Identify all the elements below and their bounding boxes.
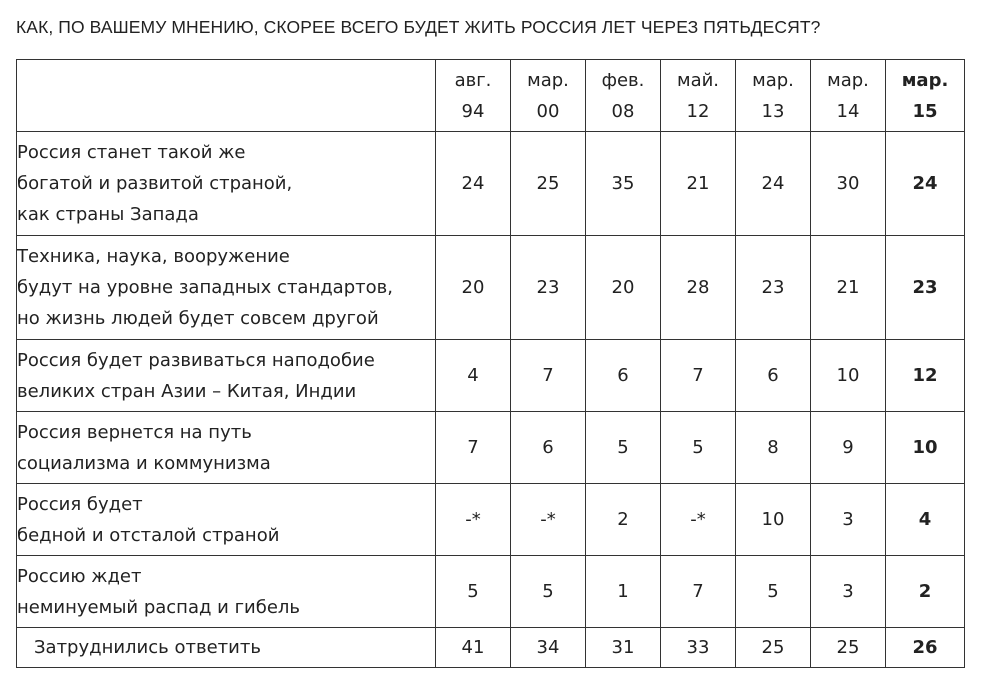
value-cell: 24 xyxy=(436,132,511,236)
column-header-year: 14 xyxy=(836,100,860,122)
row-label-line: Россию ждет xyxy=(17,565,142,587)
row-label xyxy=(17,340,436,412)
row-label-line: Россия станет такой же xyxy=(17,142,246,163)
column-header xyxy=(436,60,511,132)
column-header xyxy=(886,60,965,132)
column-header-year: 12 xyxy=(686,100,710,122)
value-cell: 23 xyxy=(736,236,811,340)
value-cell: 7 xyxy=(661,556,736,628)
row-label-line: богатой и развитой страной, xyxy=(17,173,293,194)
value-cell: 35 xyxy=(586,132,661,236)
table-row xyxy=(17,236,965,340)
row-label-line: будут на уровне западных стандартов, xyxy=(17,277,393,298)
row-label-line: Техника, наука, вооружение xyxy=(17,246,290,267)
value-cell: 2 xyxy=(886,556,965,628)
row-label xyxy=(17,628,436,668)
column-header xyxy=(586,60,661,132)
column-header xyxy=(736,60,811,132)
column-header-month: фев. xyxy=(601,69,645,91)
row-label-line: Россия будет развиваться наподобие xyxy=(17,349,375,371)
value-cell: 28 xyxy=(661,236,736,340)
column-header-year: 15 xyxy=(912,100,938,122)
table-row xyxy=(17,132,965,236)
table-row xyxy=(17,412,965,484)
value-cell: 10 xyxy=(886,412,965,484)
value-cell: 24 xyxy=(736,132,811,236)
row-label xyxy=(17,484,436,556)
column-header-year: 08 xyxy=(611,100,635,122)
column-header-month: май. xyxy=(676,69,720,91)
value-cell: 21 xyxy=(661,132,736,236)
value-cell: 5 xyxy=(661,412,736,484)
value-cell: 4 xyxy=(436,340,511,412)
row-label-line: как страны Запада xyxy=(17,204,199,225)
value-cell: 25 xyxy=(736,628,811,668)
value-cell: 4 xyxy=(886,484,965,556)
value-cell: -* xyxy=(511,484,586,556)
row-label-line: социализма и коммунизма xyxy=(17,452,271,474)
row-label xyxy=(17,132,436,236)
value-cell: 9 xyxy=(811,412,886,484)
row-label-line: но жизнь людей будет совсем другой xyxy=(17,308,379,329)
row-label-line: Россия вернется на путь xyxy=(17,421,252,443)
column-header-month: мар. xyxy=(527,69,569,91)
column-header xyxy=(661,60,736,132)
value-cell: 23 xyxy=(886,236,965,340)
value-cell: 8 xyxy=(736,412,811,484)
value-cell: 23 xyxy=(511,236,586,340)
value-cell: 6 xyxy=(736,340,811,412)
value-cell: 25 xyxy=(511,132,586,236)
table-row xyxy=(17,628,965,668)
value-cell: 10 xyxy=(811,340,886,412)
value-cell: 7 xyxy=(661,340,736,412)
value-cell: -* xyxy=(661,484,736,556)
table-row xyxy=(17,484,965,556)
column-header-year: 94 xyxy=(461,100,485,122)
row-label-line: Россия будет xyxy=(17,493,143,515)
column-header-month: мар. xyxy=(901,69,949,91)
row-label-line: великих стран Азии – Китая, Индии xyxy=(17,380,357,402)
column-header-month: авг. xyxy=(454,69,492,91)
row-label-line: бедной и отсталой страной xyxy=(17,524,280,546)
column-header xyxy=(511,60,586,132)
value-cell: 31 xyxy=(586,628,661,668)
value-cell: 5 xyxy=(436,556,511,628)
value-cell: 12 xyxy=(886,340,965,412)
column-header-year: 13 xyxy=(761,100,785,122)
table-row xyxy=(17,340,965,412)
table-body xyxy=(17,132,965,668)
value-cell: -* xyxy=(436,484,511,556)
table-header-row xyxy=(17,60,965,132)
value-cell: 20 xyxy=(586,236,661,340)
column-header-year: 00 xyxy=(536,100,560,122)
value-cell: 7 xyxy=(511,340,586,412)
value-cell: 26 xyxy=(886,628,965,668)
value-cell: 5 xyxy=(736,556,811,628)
value-cell: 6 xyxy=(511,412,586,484)
value-cell: 6 xyxy=(586,340,661,412)
value-cell: 10 xyxy=(736,484,811,556)
column-header-month: мар. xyxy=(752,69,794,91)
row-label xyxy=(17,412,436,484)
row-label-line: Затруднились ответить xyxy=(34,637,261,658)
value-cell: 5 xyxy=(511,556,586,628)
value-cell: 30 xyxy=(811,132,886,236)
row-label xyxy=(17,236,436,340)
value-cell: 3 xyxy=(811,556,886,628)
header-corner-cell xyxy=(17,60,436,132)
value-cell: 7 xyxy=(436,412,511,484)
value-cell: 33 xyxy=(661,628,736,668)
page-title: КАК, ПО ВАШЕМУ МНЕНИЮ, СКОРЕЕ ВСЕГО БУДЕТ ЖИТЬ РОССИЯ ЛЕТ ЧЕРЕЗ ПЯТЬДЕСЯТ? xyxy=(16,17,821,37)
value-cell: 24 xyxy=(886,132,965,236)
value-cell: 41 xyxy=(436,628,511,668)
value-cell: 21 xyxy=(811,236,886,340)
value-cell: 3 xyxy=(811,484,886,556)
column-header-month: мар. xyxy=(827,69,869,91)
value-cell: 2 xyxy=(586,484,661,556)
column-header xyxy=(811,60,886,132)
value-cell: 25 xyxy=(811,628,886,668)
row-label xyxy=(17,556,436,628)
value-cell: 5 xyxy=(586,412,661,484)
value-cell: 34 xyxy=(511,628,586,668)
value-cell: 1 xyxy=(586,556,661,628)
survey-table xyxy=(16,59,965,668)
value-cell: 20 xyxy=(436,236,511,340)
table-row xyxy=(17,556,965,628)
row-label-line: неминуемый распад и гибель xyxy=(17,596,301,618)
